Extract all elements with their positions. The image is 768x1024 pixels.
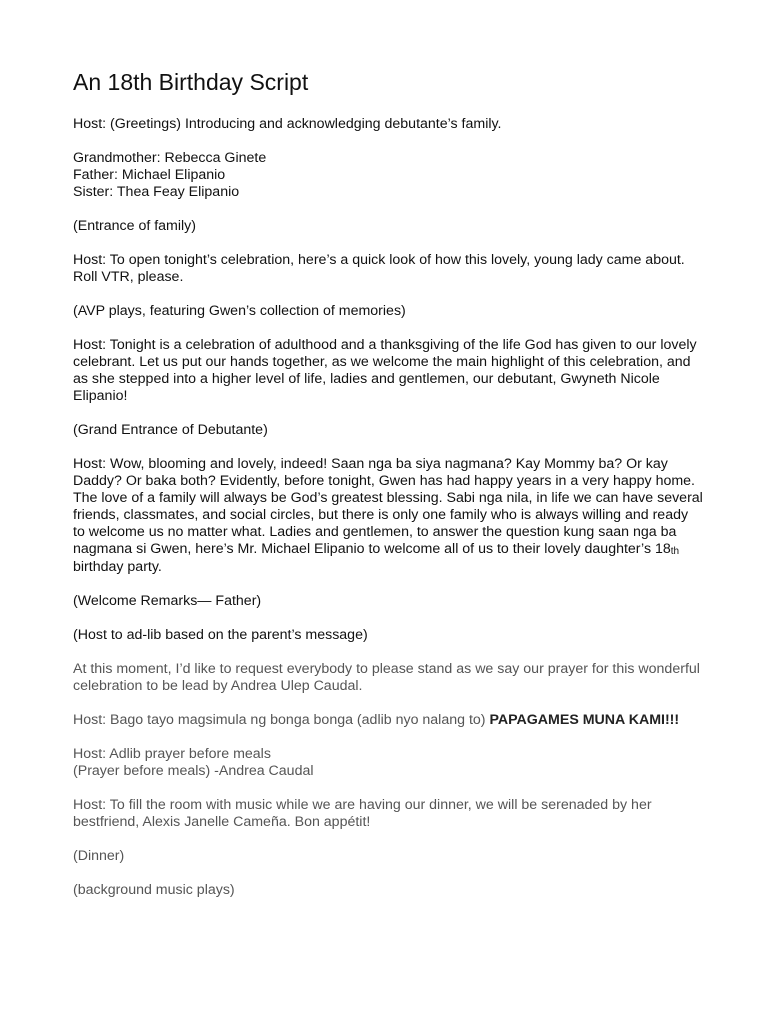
document-page <box>73 68 703 916</box>
grand-entrance: (Grand Entrance of Debutante) <box>73 422 268 438</box>
games-emphasis: PAPAGAMES MUNA KAMI!!! <box>489 712 680 728</box>
host-ad-lib: (Host to ad-lib based on the parent’s message) <box>73 627 368 643</box>
prayer-by-andrea: (Prayer before meals) -Andrea Caudal <box>73 763 314 779</box>
ordinal-suffix: th <box>670 546 680 557</box>
host-introduce-debutant: Host: Tonight is a celebration of adulthood and a thanksgiving of the life God has given to our lovely celebrant. Let us put our hands together, as we welcome the main highlight of this celebration, and as she stepped into a higher level of life, ladies and gentlemen, our debutant, Gwyneth Nicole Elipanio! <box>73 337 697 404</box>
entrance-of-family: (Entrance of family) <box>73 218 196 234</box>
dinner: (Dinner) <box>73 848 125 864</box>
host-blooming-text: Host: Wow, blooming and lovely, indeed! Saan nga ba siya nagmana? Kay Mommy ba? Or kay Daddy? Or baka both? Evidently, before tonight, Gwen has had happy years in a very happy home. The love of a family will always be God’s greatest blessing. Sabi nga nila, in life we can have several friends, classmates, and social circles, but there is only one family who is always willing and ready to welcome us no matter what. Ladies and gentlemen, to answer the question kung saan nga ba nagmana si Gwen, here’s Mr. Michael Elipanio to welcome all of us to their lovely daughter’s 18 <box>73 456 703 557</box>
family-grandmother: Grandmother: Rebecca Ginete <box>73 150 267 166</box>
host-serenade: Host: To fill the room with music while we are having our dinner, we will be serenaded by her bestfriend, Alexis Janelle Cameña. Bon appétit! <box>73 797 652 830</box>
family-sister: Sister: Thea Feay Elipanio <box>73 184 240 200</box>
avp-plays: (AVP plays, featuring Gwen’s collection of memories) <box>73 303 406 319</box>
background-music: (background music plays) <box>73 882 235 898</box>
family-father: Father: Michael Elipanio <box>73 167 226 183</box>
host-blooming-end: birthday party. <box>73 559 162 575</box>
document-title: An 18th Birthday Script <box>73 69 309 95</box>
host-games-text: Host: Bago tayo magsimula ng bonga bonga (adlib nyo nalang to) <box>73 712 490 728</box>
welcome-remarks: (Welcome Remarks— Father) <box>73 593 262 609</box>
host-blooming-lovely <box>73 456 703 576</box>
host-adlib-prayer: Host: Adlib prayer before meals <box>73 746 271 762</box>
host-greetings: Host: (Greetings) Introducing and acknowledging debutante’s family. <box>73 116 502 132</box>
prayer-request: At this moment, I’d like to request everybody to please stand as we say our prayer for this wonderful celebration to be lead by Andrea Ulep Caudal. <box>73 661 700 694</box>
host-open-celebration: Host: To open tonight’s celebration, here’s a quick look of how this lovely, young lady came about. Roll VTR, please. <box>73 252 685 285</box>
family-list <box>73 150 703 201</box>
prayer-before-meals <box>73 746 703 780</box>
host-games <box>73 712 703 729</box>
